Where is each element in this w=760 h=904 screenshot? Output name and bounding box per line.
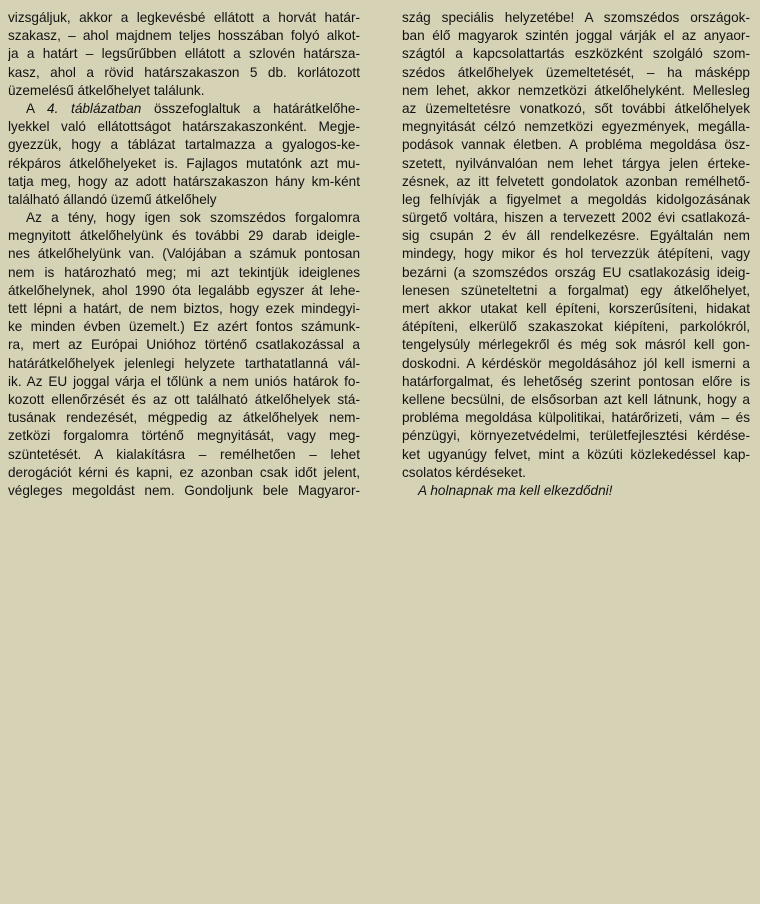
text-line: lyekkel való ellátottságot határszakaszonként. Megje- bbox=[8, 119, 360, 135]
text-line: kellene becsülni, de elsősorban azt kell látnunk, hogy a bbox=[402, 391, 750, 407]
text-line: mindegy, hogy mikor és hol tervezzük átépíteni, vagy bbox=[402, 246, 750, 262]
text-line: ket ugyanúgy felvet, mint a közúti közlekedéssel kap- bbox=[402, 446, 750, 462]
table-reference: 4. táblázatban bbox=[47, 100, 142, 116]
text-line: szakasz, – ahol majdnem teljes hosszában folyó alkot- bbox=[8, 28, 360, 44]
text-line: ik. Az EU joggal várja el tőlünk a nem uniós határok fo- bbox=[8, 373, 360, 389]
text-line: csolatos kérdéseket. bbox=[402, 464, 526, 480]
text-line: tett lépni a határt, de nem biztos, hogy ezek mindegyi- bbox=[8, 301, 360, 316]
text-line: gyezzük, hogy a táblázat tartalmazza a gyalogos-ke- bbox=[8, 137, 360, 153]
text-line: vizsgáljuk, akkor a legkevésbé ellátott a horvát határ- bbox=[8, 10, 360, 25]
text-line: leg felhívják a figyelmet a megoldás kidolgozásának bbox=[402, 191, 750, 207]
text-line: Az a tény, hogy igen sok szomszédos forgalomra bbox=[26, 210, 360, 226]
text-line: határátkelőhelyek jelenlegi helyzete tarthatatlanná vál- bbox=[8, 355, 360, 371]
text-line: szetett, nyilvánvalóan nem lehet tárgya jelen érteke- bbox=[402, 155, 750, 171]
text-line: határforgalmat, és lehetőség szerint pontosan előre is bbox=[402, 373, 750, 389]
text-line: tatja meg, hogy az adott határszakaszon hány km-ként bbox=[8, 173, 360, 189]
text-line: nem lehet, akkor nemzetközi átkelőhelyként. Mellesleg bbox=[402, 82, 750, 98]
text-line: derogációt kérni és kapni, ez azonban csak időt jelent, bbox=[8, 464, 360, 480]
text-line: podások vannak életben. A probléma megoldása ösz- bbox=[402, 137, 750, 153]
text-line: található állandó üzemű átkelőhely bbox=[8, 191, 217, 207]
text-line: megnyitott átkelőhelyünk és további 29 darab ideigle- bbox=[8, 228, 360, 244]
text-line: megnyitását célzó nemzetközi egyezmények, megálla- bbox=[402, 119, 750, 135]
text-line: szüntetését. A kialakításra – remélhetően – lehet bbox=[8, 446, 360, 462]
text-line: tengelysúly mérlegekről és még sok másról kell gon- bbox=[402, 337, 750, 353]
text-line: ban élő magyarok szintén joggal várják el az anyaor- bbox=[402, 28, 750, 44]
text-line: zetközi forgalomra történő megnyitását, vagy meg- bbox=[8, 428, 360, 444]
text-span: összefoglaltuk a határátkelőhe- bbox=[154, 100, 360, 116]
text-line: ja a határt – legsűrűbben ellátott a szlovén határsza- bbox=[8, 46, 360, 62]
text-line: bezárni (a szomszédos ország EU csatlakozásig ideig- bbox=[402, 264, 750, 280]
text-line: lenesen szüneteltetni a forgalmat) egy átkelőhelyet, bbox=[402, 282, 750, 298]
text-line: pénzügyi, környezetvédelmi, területfejlesztési kérdése- bbox=[402, 428, 750, 444]
text-line: az üzemeltetésre vonatkozó, sőt további átkelőhelyek bbox=[402, 100, 750, 116]
right-column bbox=[402, 9, 750, 500]
text-line: szédos átkelőhelyek üzemeltetését, – ha másképp bbox=[402, 64, 750, 80]
text-line: nem is határozható meg; mi azt tekintjük ideiglenes bbox=[8, 264, 360, 280]
text-line: kozott ellenőrzését és az ott található átkelőhelyek stá- bbox=[8, 391, 360, 407]
paragraph-lead: A bbox=[26, 100, 48, 116]
text-line: doskodni. A kérdéskör megoldásához jól kell ismerni a bbox=[402, 355, 750, 371]
text-line: zésnek, az itt felvetett gondolatok azonban remélhető- bbox=[402, 173, 750, 189]
left-column bbox=[8, 9, 360, 500]
text-line: probléma megoldása külpolitikai, határőrizeti, vám – és bbox=[402, 410, 750, 426]
text-line: kasz, ahol a rövid határszakaszon 5 db. korlátozott bbox=[8, 64, 360, 80]
text-line: ra, mert az Európai Unióhoz történő csatlakozással a bbox=[8, 337, 360, 353]
text-line: sürgető voltára, hiszen a tervezett 2002 évi csatlakozá- bbox=[402, 210, 750, 226]
paragraph-start-line bbox=[8, 100, 360, 118]
text-line: átkelőhelynek, ahol 1990 óta legalább egyszer át lehe- bbox=[8, 282, 360, 298]
text-line: ke minden évben üzemelt.) Ez azért fontos számunk- bbox=[8, 319, 360, 335]
text-line: átépíteni, elkerülő szakaszokat kiépíteni, parkolókról, bbox=[402, 319, 750, 335]
text-line: üzemelésű átkelőhelyet találunk. bbox=[8, 82, 205, 98]
text-line: mert akkor utakat kell építeni, korszerűsíteni, hidakat bbox=[402, 301, 750, 316]
text-line: nes átkelőhelyünk van. (Valójában a számuk pontosan bbox=[8, 246, 360, 262]
text-line: szág speciális helyzetébe! A szomszédos országok- bbox=[402, 10, 750, 25]
text-line: sig csupán 2 év áll rendelkezésre. Egyáltalán nem bbox=[402, 228, 750, 244]
closing-statement: A holnapnak ma kell elkezdődni! bbox=[418, 482, 613, 498]
text-line: rékpáros átkelőhelyeket is. Fajlagos mutatónk azt mu- bbox=[8, 155, 360, 171]
text-line: végleges megoldást nem. Gondoljunk bele Magyaror- bbox=[8, 482, 360, 498]
text-line: tusának rendezését, mégpedig az átkelőhelyek nem- bbox=[8, 410, 360, 426]
text-line: szágtól a kapcsolattartás eszközként szolgáló szom- bbox=[402, 46, 750, 62]
